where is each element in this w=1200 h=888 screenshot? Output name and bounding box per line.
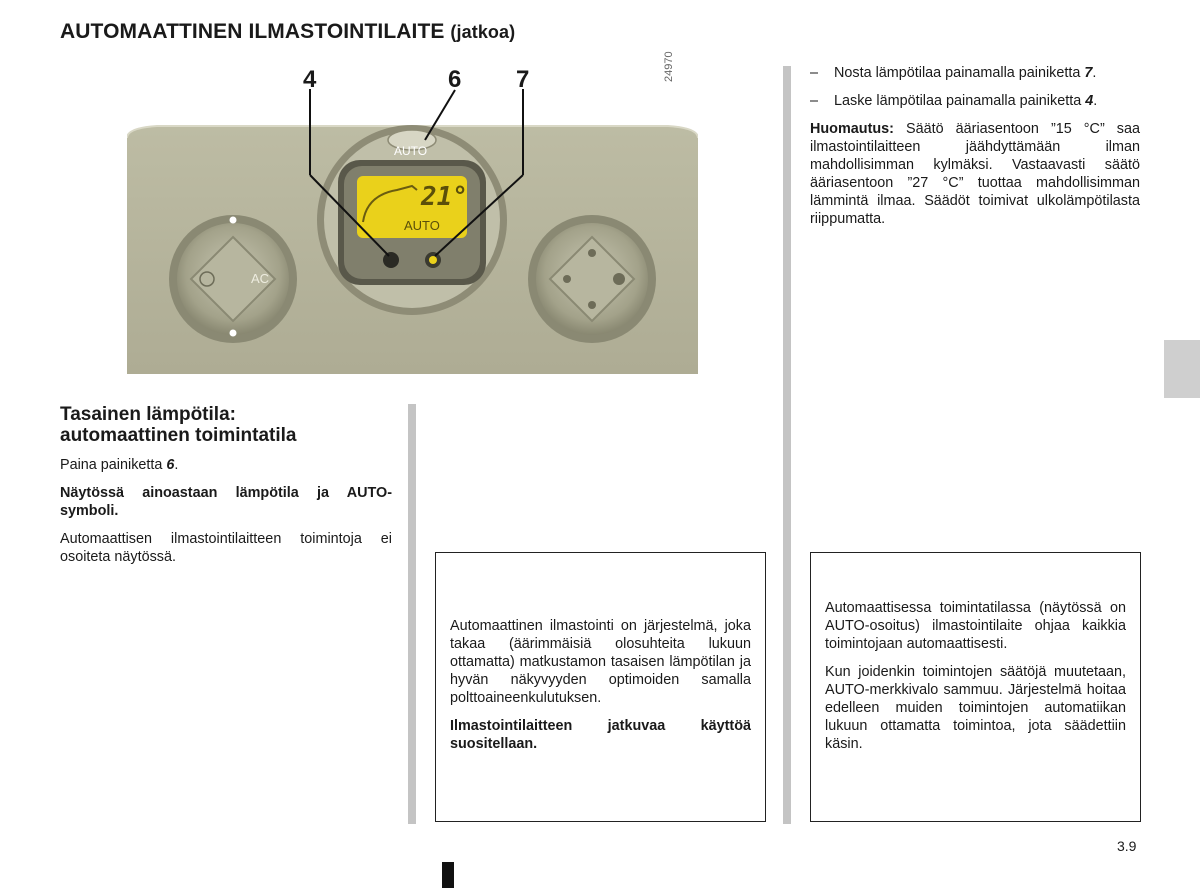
title-main: AUTOMAATTINEN ILMASTOINTILAITE [60,20,445,43]
bottom-mark [442,862,454,888]
box-middle-recommendation: Ilmastointilaitteen jatkuvaa käyttöä suositellaan. [450,718,751,752]
title-sub: (jatkoa) [450,22,516,42]
display-mode: AUTO [404,218,440,233]
left-section [60,404,392,576]
callout-6: 6 [448,66,462,93]
callout-4: 4 [303,66,317,93]
callout-7: 7 [516,66,530,93]
functions-note: Automaattisen ilmastointilaitteen toimintoja ei osoiteta näytössä. [60,531,392,565]
info-box-middle [435,552,766,822]
list-item-lower-temp: – Laske lämpötilaa painamalla painiketta 4. [810,93,1098,109]
right-section [810,64,1140,238]
list-item-raise-temp: – Nosta lämpötilaa painamalla painiketta 7. [810,65,1097,81]
column-rule-left [408,404,416,824]
note-paragraph: Huomautus: Säätö ääriasentoon ”15 °C” saa ilmastointilaitteen jäähdyttämään ilman mahdollisimman kylmäksi. Vastaavasti säätö ääriasentoon ”27 °C” tuottaa mahdollisimman lämmintä ilmaa. Säädöt toimivat ulkolämpötilasta riippumatta. [810,121,1140,227]
chapter-tab [1164,340,1200,398]
box-right-text-1: Automaattisessa toimintatilassa (näytössä on AUTO-osoitus) ilmastointilaite ohjaa kaikkia toimintojaan automaattisesti. [825,600,1126,652]
section-heading: Tasainen lämpötila: automaattinen toimintatila [60,404,297,446]
display-temperature: 21° [421,182,468,212]
box-middle-text: Automaattinen ilmastointi on järjestelmä, joka takaa (äärimmäisiä olosuhteita lukuun ottamatta) matkustamon tasaisen lämpötilan ja hyvän näkyvyyden optimoiden samalla polttoaineenkulutuksen. [450,618,751,706]
climate-panel-illustration [127,60,698,374]
page-number: 3.9 [1117,838,1137,854]
display-note: Näytössä ainoastaan lämpötila ja AUTO-symboli. [60,485,392,519]
column-rule-right [783,66,791,824]
ac-label: AC [251,271,270,286]
box-right-text-2: Kun joidenkin toimintojen säätöjä muutetaan, AUTO-merkkivalo sammuu. Järjestelmä hoitaa edelleen muiden toimintojen automatiikan lukuun ottamatta toimintoa, jota säädettiin käsin. [825,664,1126,752]
info-box-right [810,552,1141,822]
auto-button-label: AUTO [394,144,428,158]
climate-panel-figure [127,51,698,374]
instruction-text: Paina painiketta 6. [60,457,179,473]
figure-ref-number: 24970 [663,51,675,82]
page-title [60,20,515,44]
